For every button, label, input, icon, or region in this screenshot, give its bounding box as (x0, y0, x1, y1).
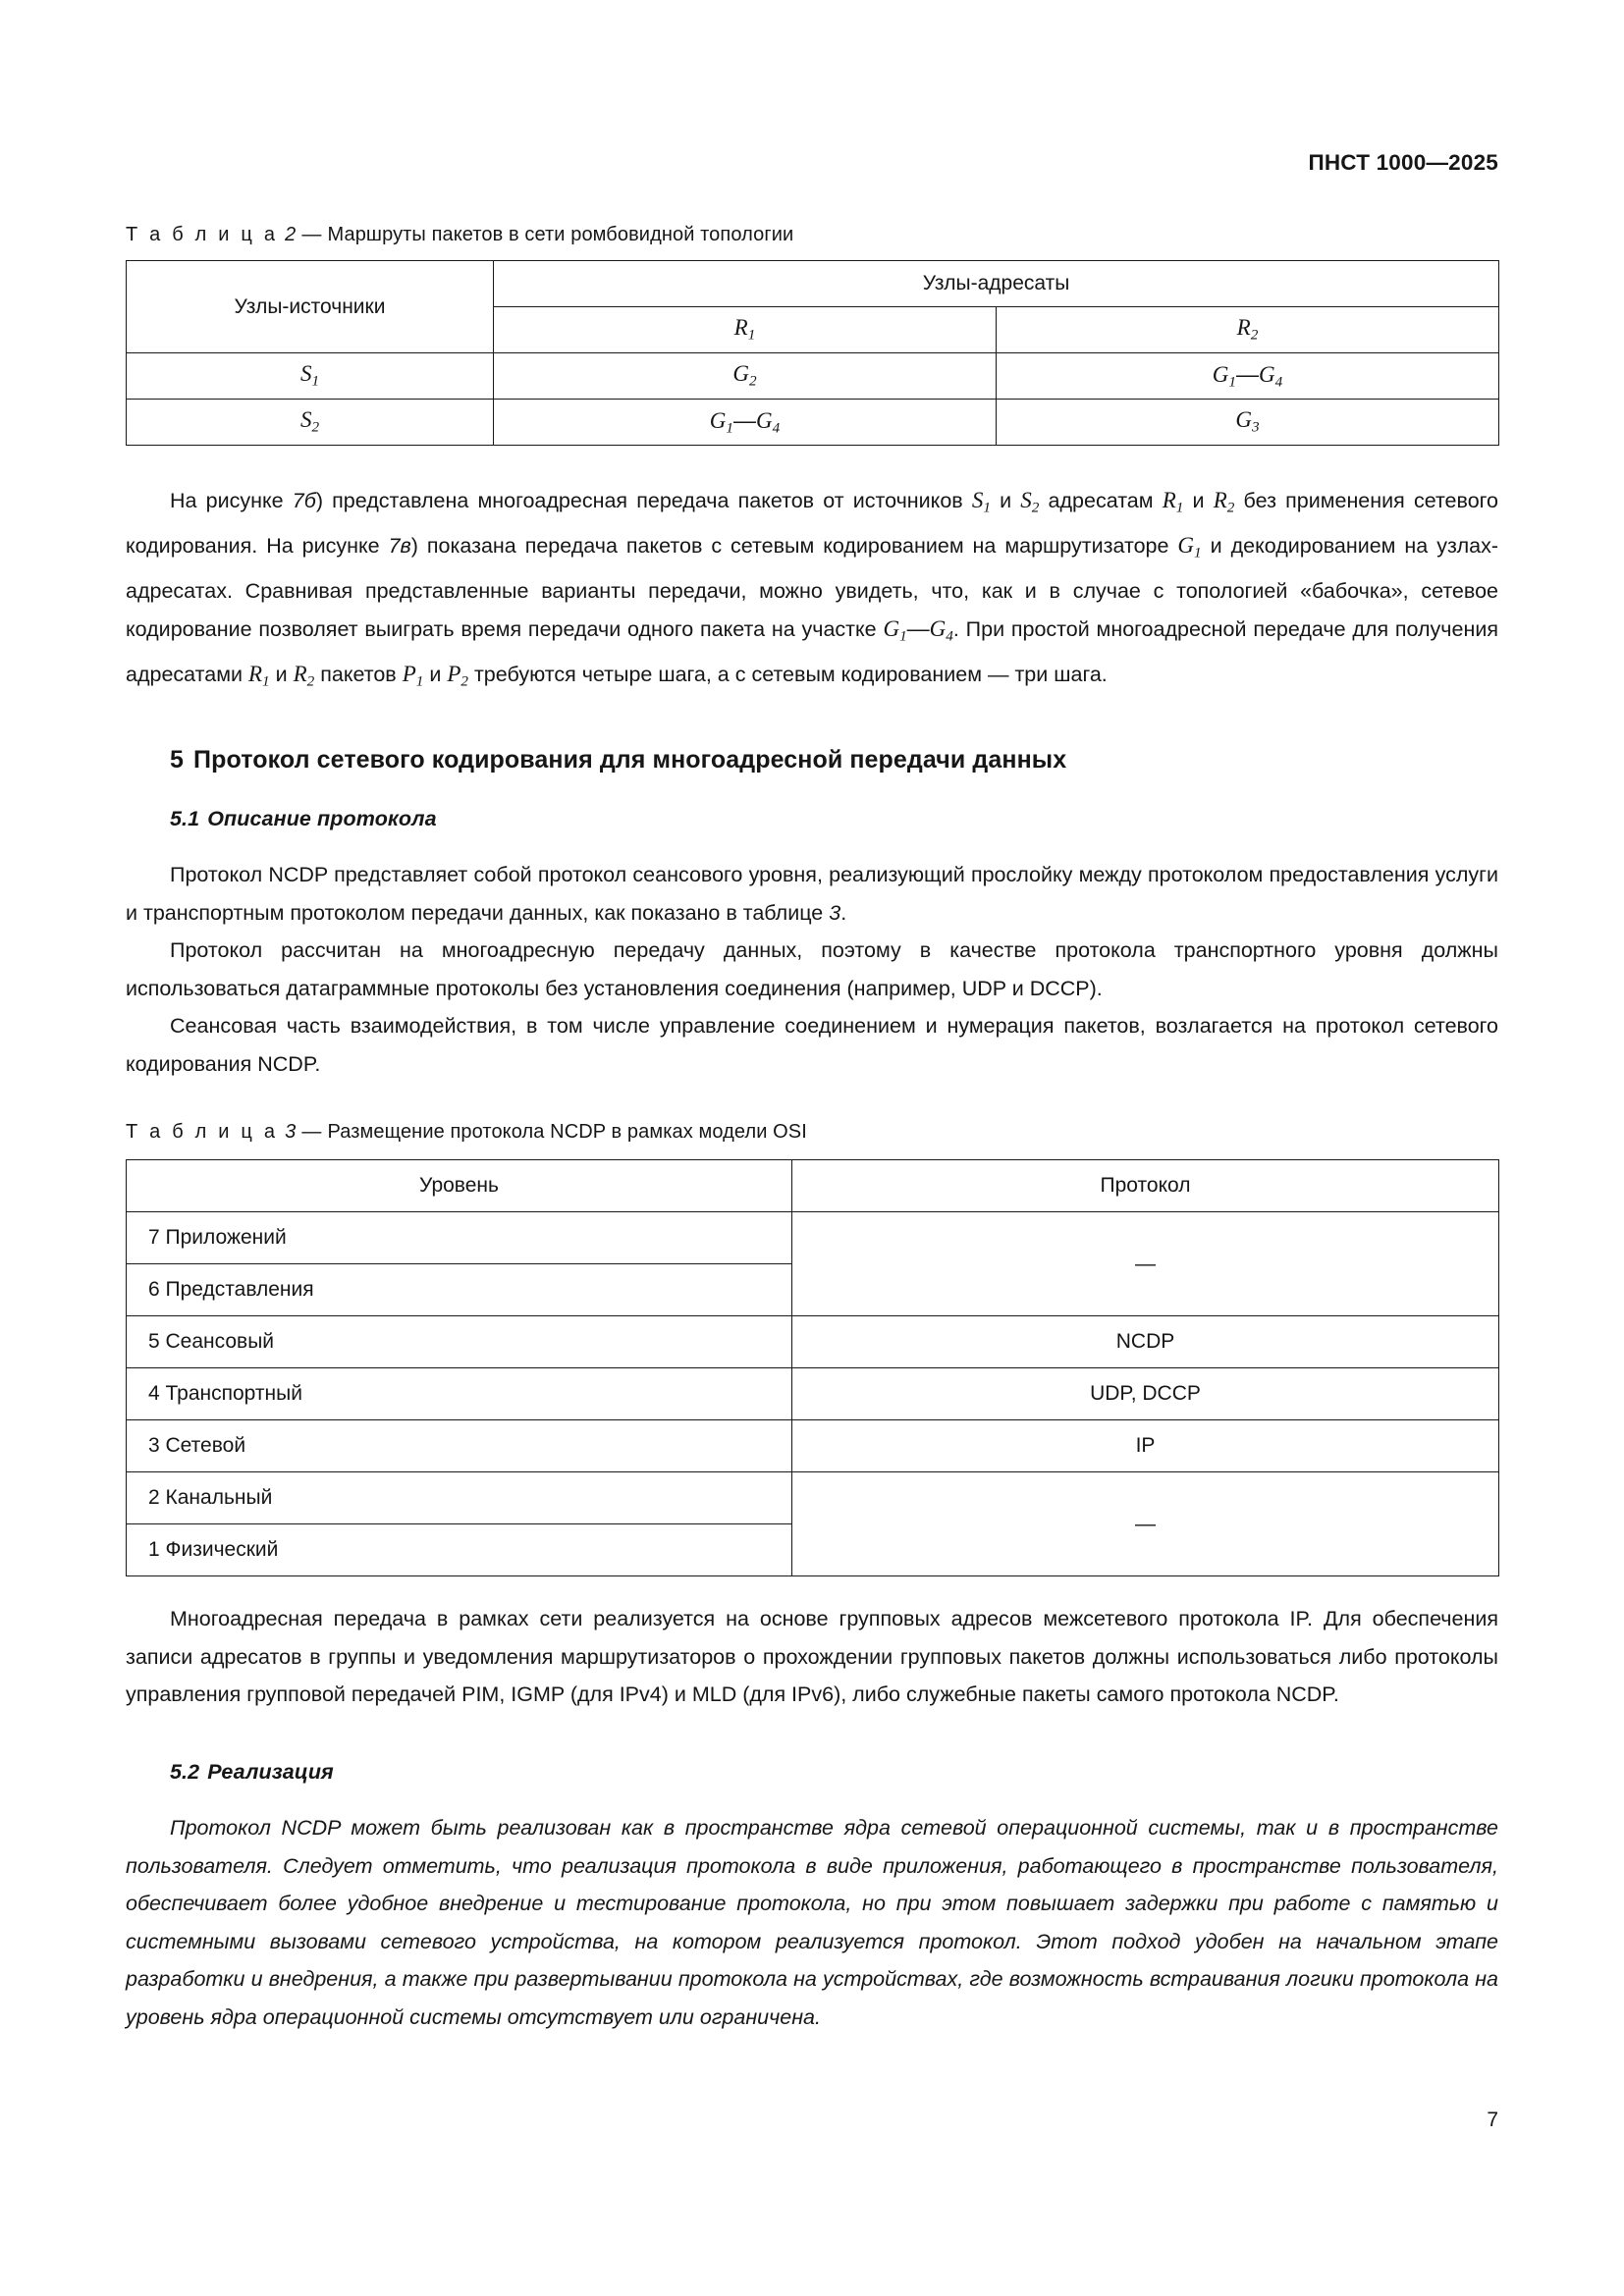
table-row (127, 353, 1499, 400)
table3-protocol-5: NCDP (792, 1316, 1499, 1368)
table2-row1-cell-r2: $G_1—G_4$ (997, 353, 1499, 400)
table2-caption-label: Т а б л и ц а (126, 224, 279, 245)
section-5-2-number: 5.2 (170, 1760, 200, 1784)
table3-caption-dash: — (301, 1121, 322, 1143)
table3-level-5: 5 Сеансовый (127, 1316, 792, 1368)
para-5-1-1-text: Протокол NCDP представляет собой протокол сеансового уровня, реализующий прослойку между протоколом предоставления услуги и транспортным протоколом передачи данных, как показано в таблице (126, 863, 1498, 925)
table3-header-row (127, 1160, 1499, 1212)
paragraph-after-table2: На рисунке 7б) представлена многоадресная передача пакетов от источников $S_1$ и $S_2$ адресатам $R_1$ и $R_2$ без применения сетевого кодирования. На рисунке 7в) показана передача пакетов с сетевым кодированием на маршрутизаторе $G_1$ и декодированием на узлах-адресатах. Сравнивая представленные варианты передачи, можно увидеть, что, как и в случае с топологией «бабочка», сетевое кодирование позволяет выиграть время передачи одного пакета на участке $G_1—G_4$. При простой многоадресной передаче для получения адресатами $R_1$ и $R_2$ пакетов $P_1$ и $P_2$ требуются четыре шага, а с сетевым кодированием — три шага. (126, 488, 1498, 689)
table3-caption-label: Т а б л и ц а (126, 1121, 279, 1143)
table-row (127, 1472, 1499, 1524)
para-t2-seg1: На рисунке (170, 489, 293, 512)
table3-header-level: Уровень (127, 1160, 792, 1212)
table3-protocol-3: IP (792, 1420, 1499, 1472)
table3-level-6: 6 Представления (127, 1264, 792, 1316)
table3-level-2: 2 Канальный (127, 1472, 792, 1524)
table2-header-row-1 (127, 261, 1499, 307)
table3-caption-number: 3 (285, 1121, 297, 1143)
section-5-1-title: Описание протокола (207, 807, 437, 830)
section-5-title: Протокол сетевого кодирования для многоадресной передачи данных (193, 746, 1067, 774)
para-t2-seg2: ) представлена многоадресная передача пакетов от источников (315, 489, 972, 512)
table-ncdp-osi-placement (126, 1159, 1499, 1576)
table3-level-4: 4 Транспортный (127, 1368, 792, 1420)
section-5-1-number: 5.1 (170, 807, 200, 830)
table3-protocol-7-6: — (792, 1212, 1499, 1316)
table3-header-protocol: Протокол (792, 1160, 1499, 1212)
table2-row2-cell-r1: $G_1—G_4$ (494, 400, 997, 446)
table3-level-7: 7 Приложений (127, 1212, 792, 1264)
document-header-standard-id: ПНСТ 1000—2025 (1308, 150, 1498, 175)
table3-caption-text: Размещение протокола NCDP в рамках модели OSI (327, 1121, 807, 1143)
table2-header-destinations: Узлы-адресаты (494, 261, 1499, 307)
table2-row1-cell-r1: $G_2$ (494, 353, 997, 400)
table3-level-3: 3 Сетевой (127, 1420, 792, 1472)
table-routes-diamond-topology (126, 260, 1499, 446)
table3-caption (126, 1121, 1498, 1144)
section-5-2-title: Реализация (207, 1760, 334, 1784)
table2-header-dest-r2: $R_2$ (997, 307, 1499, 353)
table-row (127, 1212, 1499, 1264)
table3-level-1: 1 Физический (127, 1524, 792, 1576)
table2-caption (126, 224, 1498, 246)
table-ref-3: 3 (829, 900, 841, 925)
table2-caption-text: Маршруты пакетов в сети ромбовидной топологии (327, 224, 794, 245)
paragraph-5-1-1: Протокол NCDP представляет собой протокол сеансового уровня, реализующий прослойку между протоколом предоставления услуги и транспортным протоколом передачи данных, как показано в таблице 3. (126, 863, 1498, 925)
paragraph-5-2-1: Протокол NCDP может быть реализован как в пространстве ядра сетевой операционной системы, так и в пространстве пользователя. Следует отметить, что реализация протокола в виде приложения, работающего в пространстве пользователя, обеспечивает более удобное внедрение и тестирование протокола, но при этом повышает задержки при работе с памятью и системными вызовами сетевого устройства, на котором реализуется протокол. Этот подход удобен на начальном этапе разработки и внедрения, а также при развертывании протокола на устройствах, где возможность встраивания логики протокола на уровень ядра операционной системы отсутствует или ограничена. (126, 1816, 1498, 2029)
figure-ref-7b: 7б (292, 489, 316, 512)
table-row (127, 400, 1499, 446)
table3-protocol-2-1: — (792, 1472, 1499, 1576)
table2-header-sources: Узлы-источники (127, 261, 494, 353)
table2-row1-source: $S_1$ (127, 353, 494, 400)
section-5-number: 5 (170, 746, 185, 774)
table2-row2-source: $S_2$ (127, 400, 494, 446)
table2-row2-cell-r2: $G_3$ (997, 400, 1499, 446)
table2-header-dest-r1: $R_1$ (494, 307, 997, 353)
page-number: 7 (1487, 2109, 1498, 2131)
table-row (127, 1420, 1499, 1472)
table3-protocol-4: UDP, DCCP (792, 1368, 1499, 1420)
table-row (127, 1368, 1499, 1420)
heading-section-5-1 (170, 807, 1498, 831)
table-row (127, 1316, 1499, 1368)
figure-ref-7v: 7в (388, 533, 411, 558)
heading-section-5-2 (170, 1760, 1498, 1785)
page-title-section-5 (170, 746, 1498, 774)
table2-caption-dash: — (301, 224, 322, 245)
paragraph-after-table3: Многоадресная передача в рамках сети реализуется на основе групповых адресов межсетевого протокола IP. Для обеспечения записи адресатов в группы и уведомления маршрутизаторов о прохождении групповых пакетов должны использоваться либо протоколы управления групповой передачей PIM, IGMP (для IPv4) и MLD (для IPv6), либо служебные пакеты самого протокола NCDP. (126, 1607, 1498, 1706)
paragraph-5-1-2: Протокол рассчитан на многоадресную передачу данных, поэтому в качестве протокола транспортного уровня должны использоваться датаграммные протоколы без установления соединения (например, UDP и DCCP). (126, 938, 1498, 1000)
table2-caption-number: 2 (285, 224, 297, 245)
paragraph-5-1-3: Сеансовая часть взаимодействия, в том числе управление соединением и нумерация пакетов, возлагается на протокол сетевого кодирования NCDP. (126, 1014, 1498, 1076)
